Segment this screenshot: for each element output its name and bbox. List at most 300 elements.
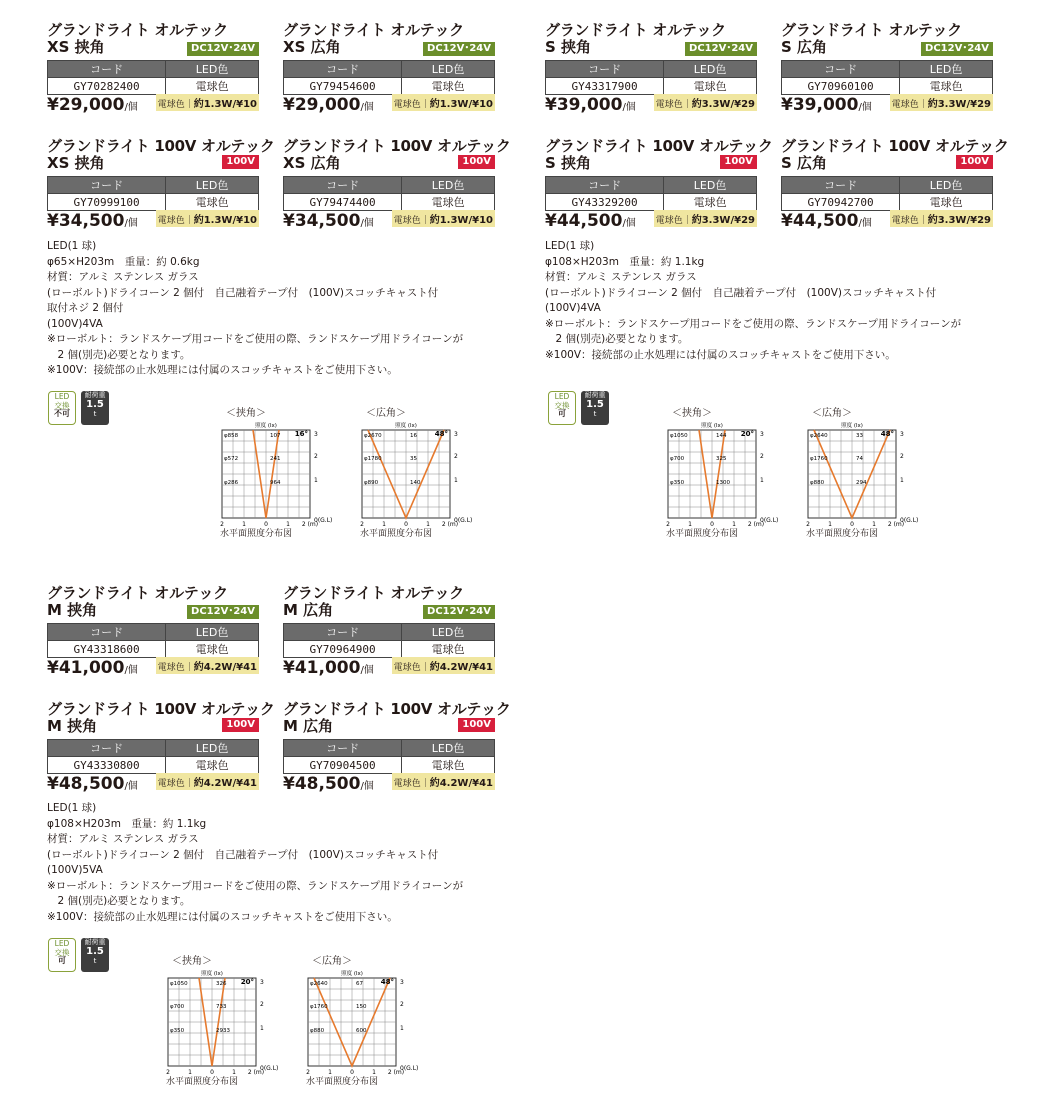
power-value: 約1.3W/¥10	[193, 215, 257, 226]
diagram-svg	[800, 418, 925, 533]
product-title: グランドライト 100V オルテック	[545, 137, 773, 155]
product-subtitle: S 広角	[781, 154, 828, 172]
product-title: グランドライト オルテック	[545, 21, 726, 39]
code-table	[47, 60, 259, 95]
x-tick: 2 (m)	[747, 521, 765, 528]
product-card-m-narrow-100	[47, 700, 275, 801]
product-card-s-narrow-dc	[545, 22, 757, 122]
x-tick: 1	[382, 521, 386, 528]
diagram-caption: 水平面照度分布図	[360, 529, 433, 539]
price-unit: /個	[858, 102, 872, 113]
lux-value: 74	[856, 456, 863, 462]
spec-line: 材質：アルミ ステンレス ガラス	[545, 271, 697, 283]
beam-diameter: φ572	[224, 456, 239, 462]
lux-value: 733	[216, 1004, 227, 1010]
power-value: 約3.3W/¥29	[691, 99, 755, 110]
code-header: コード	[48, 177, 166, 194]
diagram-caption: 水平面照度分布図	[166, 1077, 239, 1087]
led-color-header: LED色	[664, 177, 757, 194]
power-label	[156, 94, 259, 111]
product-subtitle: XS 挟角	[47, 38, 105, 56]
lux-title: 照度 (lx)	[395, 423, 417, 429]
x-tick: 1	[688, 521, 692, 528]
y-tick: 0(G.L)	[454, 517, 473, 524]
product-title: グランドライト オルテック	[781, 21, 962, 39]
x-tick: 1	[828, 521, 832, 528]
led-icon-text: 可	[558, 409, 566, 418]
led-color: 電球色	[166, 78, 259, 95]
spec-line: 2 個(別売)必要となります。	[47, 348, 191, 361]
code-table	[283, 60, 495, 95]
y-tick: 2	[454, 453, 458, 460]
product-code: GY70999100	[48, 194, 166, 211]
lux-title: 照度 (lx)	[701, 423, 723, 429]
led-replaceable-icon	[48, 391, 76, 425]
y-tick: 2	[400, 1001, 404, 1008]
power-label	[654, 94, 757, 111]
load-value: 1.5	[86, 946, 104, 957]
product-title: グランドライト 100V オルテック	[47, 700, 275, 718]
spec-line: (ローボルト)ドライコーン 2 個付 自己融着テープ付 (100V)スコッチキャスト付	[545, 286, 937, 299]
voltage-badge: DC12V･24V	[423, 605, 495, 619]
code-table	[283, 739, 495, 774]
lux-value: 294	[856, 480, 867, 486]
led-color-header: LED色	[664, 61, 757, 78]
price-value: ¥39,000	[545, 95, 623, 115]
lux-value: 600	[356, 1028, 367, 1034]
spec-line: φ108×H203m 重量：約 1.1kg	[47, 817, 207, 830]
lux-value: 140	[410, 480, 421, 486]
product-code: GY70942700	[782, 194, 900, 211]
beam-diameter: φ700	[670, 456, 685, 462]
y-tick: 3	[900, 431, 904, 438]
x-tick: 0	[850, 521, 854, 528]
spec-line: ※100V：接続部の止水処理には付属のスコッチキャストをご使用下さい。	[47, 910, 398, 923]
voltage-badge: 100V	[222, 155, 259, 169]
load-value: 1.5	[86, 399, 104, 410]
power-value: 約3.3W/¥29	[927, 99, 991, 110]
voltage-badge: DC12V･24V	[921, 42, 993, 56]
price	[283, 658, 374, 678]
lux-title: 照度 (lx)	[341, 971, 363, 977]
price	[545, 211, 636, 231]
power-value: 約1.3W/¥10	[193, 99, 257, 110]
load-unit: t	[93, 410, 97, 418]
spec-line: φ108×H203m 重量：約 1.1kg	[545, 255, 705, 268]
load-unit: t	[93, 957, 97, 965]
code-table	[47, 739, 259, 774]
power-label	[890, 94, 993, 111]
product-card-m-wide-100	[283, 700, 511, 801]
x-tick: 2	[220, 521, 224, 528]
diagram-caption: 水平面照度分布図	[806, 529, 879, 539]
product-card-s-narrow-100	[545, 137, 773, 238]
diagram-label: ＜挟角＞	[672, 408, 712, 419]
beam-diameter: φ350	[670, 480, 685, 486]
product-subtitle: S 挟角	[545, 154, 592, 172]
led-icon-text: 交換	[554, 400, 570, 410]
beam-diameter: φ1050	[670, 433, 688, 439]
led-icon-text: 交換	[54, 400, 70, 410]
price	[283, 95, 374, 115]
price-value: ¥44,500	[781, 211, 859, 231]
code-header: コード	[48, 61, 166, 78]
beam-diameter: φ2670	[364, 433, 382, 439]
beam-angle: 48°	[880, 430, 894, 438]
product-code: GY43317900	[546, 78, 664, 95]
x-tick: 1	[242, 521, 246, 528]
product-card-s-wide-dc	[781, 22, 993, 122]
diagram-svg	[214, 418, 339, 533]
beam-diameter: φ858	[224, 433, 239, 439]
spec-line: LED(1 球)	[47, 802, 97, 814]
x-tick: 2 (m)	[301, 521, 319, 528]
beam-diameter: φ880	[810, 480, 825, 486]
spec-line: 2 個(別売)必要となります。	[545, 333, 689, 345]
beam-diameter: φ2640	[310, 981, 328, 987]
x-tick: 2	[360, 521, 364, 528]
product-code: GY70904500	[284, 757, 402, 774]
power-label	[654, 210, 757, 227]
led-color-header: LED色	[900, 177, 993, 194]
product-code: GY43329200	[546, 194, 664, 211]
spec-line: φ65×H203m 重量：約 0.6kg	[47, 255, 200, 268]
diagram-xs-wide	[360, 404, 487, 539]
voltage-badge: 100V	[458, 155, 495, 169]
price-value: ¥34,500	[47, 211, 125, 231]
y-tick: 2	[314, 453, 318, 460]
price-value: ¥39,000	[781, 95, 859, 115]
led-color-header: LED色	[166, 624, 259, 641]
price-unit: /個	[360, 665, 374, 676]
product-card-xs-wide-100	[283, 137, 511, 238]
led-color: 電球色	[402, 194, 495, 211]
y-tick: 0(G.L)	[314, 517, 333, 524]
power-color: 電球色｜	[393, 779, 430, 789]
x-tick: 0	[350, 1069, 354, 1076]
power-color: 電球色｜	[891, 216, 928, 226]
product-title: グランドライト オルテック	[283, 584, 464, 602]
x-tick: 1	[232, 1069, 236, 1076]
beam-diameter: φ286	[224, 480, 239, 486]
code-header: コード	[284, 177, 402, 194]
x-tick: 1	[732, 521, 736, 528]
power-color: 電球色｜	[655, 100, 692, 110]
code-table	[283, 623, 495, 658]
voltage-badge: 100V	[222, 718, 259, 732]
price	[781, 95, 872, 115]
price	[47, 95, 138, 115]
lux-title: 照度 (lx)	[841, 423, 863, 429]
load-capacity-icon	[581, 391, 609, 425]
x-tick: 2 (m)	[441, 521, 459, 528]
lux-value: 325	[716, 456, 727, 462]
beam-diameter: φ1760	[310, 1004, 328, 1010]
spec-line: LED(1 球)	[545, 240, 595, 252]
price-value: ¥29,000	[283, 95, 361, 115]
price	[47, 211, 138, 231]
price	[283, 774, 374, 794]
y-tick: 0(G.L)	[900, 517, 919, 524]
beam-angle: 48°	[434, 430, 448, 438]
led-color-header: LED色	[402, 61, 495, 78]
power-color: 電球色｜	[891, 100, 928, 110]
spec-line: (100V)4VA	[47, 317, 103, 330]
power-value: 約1.3W/¥10	[429, 215, 493, 226]
x-tick: 1	[372, 1069, 376, 1076]
spec-line: (100V)4VA	[545, 302, 601, 314]
code-header: コード	[48, 740, 166, 757]
diagram-label: ＜広角＞	[366, 408, 406, 419]
code-table	[781, 176, 993, 211]
power-value: 約4.2W/¥41	[429, 778, 493, 789]
beam-diameter: φ890	[364, 480, 379, 486]
led-color-header: LED色	[166, 61, 259, 78]
price-unit: /個	[124, 102, 138, 113]
spec-line: 材質：アルミ ステンレス ガラス	[47, 833, 199, 845]
diagram-caption: 水平面照度分布図	[306, 1077, 379, 1087]
lux-value: 144	[716, 433, 727, 439]
beam-diameter: φ350	[170, 1028, 185, 1034]
diagram-caption: 水平面照度分布図	[220, 529, 293, 539]
beam-angle: 20°	[740, 430, 754, 438]
x-tick: 2	[666, 521, 670, 528]
product-subtitle: S 挟角	[545, 38, 592, 56]
load-label: 耐荷重	[584, 391, 606, 399]
beam-angle: 48°	[380, 978, 394, 986]
product-subtitle: XS 広角	[283, 38, 341, 56]
led-color-header: LED色	[402, 177, 495, 194]
product-title: グランドライト オルテック	[47, 21, 228, 39]
code-table	[47, 623, 259, 658]
diagram-s-wide	[806, 404, 933, 539]
y-tick: 0(G.L)	[760, 517, 779, 524]
led-color-header: LED色	[166, 740, 259, 757]
diagram-m-wide	[306, 952, 433, 1087]
lux-value: 150	[356, 1004, 367, 1010]
product-code: GY79474400	[284, 194, 402, 211]
power-label	[156, 657, 259, 674]
power-label	[890, 210, 993, 227]
product-card-xs-wide-dc	[283, 22, 495, 122]
code-header: コード	[782, 61, 900, 78]
price	[283, 211, 374, 231]
power-value: 約4.2W/¥41	[193, 662, 257, 673]
code-header: コード	[546, 61, 664, 78]
x-tick: 2 (m)	[887, 521, 905, 528]
diagram-xs-narrow	[220, 404, 347, 539]
power-label	[392, 94, 495, 111]
price-unit: /個	[360, 102, 374, 113]
spec-line: 2 個(別売)必要となります。	[47, 895, 191, 907]
voltage-badge: 100V	[956, 155, 993, 169]
power-value: 約3.3W/¥29	[927, 215, 991, 226]
beam-diameter: φ2640	[810, 433, 828, 439]
product-code: GY79454600	[284, 78, 402, 95]
diagram-label: ＜広角＞	[312, 956, 352, 967]
product-title: グランドライト 100V オルテック	[47, 137, 275, 155]
y-tick: 3	[760, 431, 764, 438]
led-color-header: LED色	[402, 740, 495, 757]
x-tick: 2	[806, 521, 810, 528]
x-tick: 2 (m)	[247, 1069, 265, 1076]
diagram-svg	[660, 418, 785, 533]
voltage-badge: DC12V･24V	[685, 42, 757, 56]
code-header: コード	[284, 740, 402, 757]
product-title: グランドライト オルテック	[47, 584, 228, 602]
price-unit: /個	[360, 781, 374, 792]
code-header: コード	[782, 177, 900, 194]
product-code: GY70960100	[782, 78, 900, 95]
power-label	[156, 210, 259, 227]
price-unit: /個	[360, 218, 374, 229]
code-table	[47, 176, 259, 211]
price-unit: /個	[124, 781, 138, 792]
product-card-m-narrow-dc	[47, 585, 259, 685]
power-value: 約1.3W/¥10	[429, 99, 493, 110]
product-title: グランドライト 100V オルテック	[283, 700, 511, 718]
x-tick: 1	[328, 1069, 332, 1076]
y-tick: 1	[314, 477, 318, 484]
y-tick: 1	[454, 477, 458, 484]
voltage-badge: 100V	[458, 718, 495, 732]
product-card-s-wide-100	[781, 137, 1009, 238]
led-replaceable-icon	[548, 391, 576, 425]
lux-title: 照度 (lx)	[255, 423, 277, 429]
load-value: 1.5	[586, 399, 604, 410]
product-subtitle: M 挟角	[47, 601, 98, 619]
product-subtitle: M 広角	[283, 601, 334, 619]
lux-title: 照度 (lx)	[201, 971, 223, 977]
led-icon-text: LED	[54, 939, 70, 948]
spec-line: 材質：アルミ ステンレス ガラス	[47, 271, 199, 283]
product-title: グランドライト 100V オルテック	[283, 137, 511, 155]
power-label	[392, 773, 495, 790]
price	[47, 658, 138, 678]
lux-value: 326	[216, 981, 227, 987]
spec-xs	[47, 239, 463, 379]
led-icon-text: 不可	[54, 409, 70, 418]
spec-line: (100V)5VA	[47, 864, 103, 876]
diagram-s-narrow	[666, 404, 793, 539]
product-code: GY43330800	[48, 757, 166, 774]
beam-diameter: φ700	[170, 1004, 185, 1010]
x-tick: 1	[872, 521, 876, 528]
load-unit: t	[593, 410, 597, 418]
price	[545, 95, 636, 115]
power-color: 電球色｜	[655, 216, 692, 226]
lux-value: 2933	[216, 1028, 230, 1034]
code-table	[283, 176, 495, 211]
x-tick: 2	[306, 1069, 310, 1076]
power-color: 電球色｜	[393, 216, 430, 226]
product-code: GY43318600	[48, 641, 166, 658]
load-capacity-icon	[81, 938, 109, 972]
lux-value: 67	[356, 981, 363, 987]
lux-value: 964	[270, 480, 281, 486]
lux-value: 33	[856, 433, 863, 439]
power-color: 電球色｜	[393, 663, 430, 673]
product-subtitle: M 広角	[283, 717, 334, 735]
price-value: ¥48,500	[47, 774, 125, 794]
voltage-badge: 100V	[720, 155, 757, 169]
spec-m	[47, 801, 463, 925]
x-tick: 1	[286, 521, 290, 528]
led-color: 電球色	[900, 78, 993, 95]
code-table	[781, 60, 993, 95]
product-subtitle: XS 挟角	[47, 154, 105, 172]
product-card-xs-narrow-100	[47, 137, 275, 238]
price-unit: /個	[124, 218, 138, 229]
y-tick: 0(G.L)	[400, 1065, 419, 1072]
x-tick: 2 (m)	[387, 1069, 405, 1076]
power-value: 約4.2W/¥41	[193, 778, 257, 789]
spec-line: ※100V：接続部の止水処理には付属のスコッチキャストをご使用下さい。	[47, 364, 398, 376]
y-tick: 0(G.L)	[260, 1065, 279, 1072]
y-tick: 3	[400, 979, 404, 986]
led-color: 電球色	[664, 194, 757, 211]
diagram-caption: 水平面照度分布図	[666, 529, 739, 539]
led-color: 電球色	[166, 641, 259, 658]
y-tick: 1	[900, 477, 904, 484]
led-icon-text: 可	[58, 956, 66, 965]
y-tick: 1	[260, 1025, 264, 1032]
product-subtitle: M 挟角	[47, 717, 98, 735]
led-color: 電球色	[900, 194, 993, 211]
led-color: 電球色	[166, 194, 259, 211]
y-tick: 2	[900, 453, 904, 460]
diagram-label: ＜広角＞	[812, 408, 852, 419]
power-color: 電球色｜	[157, 663, 194, 673]
y-tick: 1	[760, 477, 764, 484]
diagram-svg	[300, 966, 425, 1081]
product-title: グランドライト オルテック	[283, 21, 464, 39]
lux-value: 1300	[716, 480, 730, 486]
voltage-badge: DC12V･24V	[187, 605, 259, 619]
led-replaceable-icon	[48, 938, 76, 972]
code-header: コード	[284, 61, 402, 78]
code-table	[545, 176, 757, 211]
power-color: 電球色｜	[157, 100, 194, 110]
code-table	[545, 60, 757, 95]
product-code: GY70282400	[48, 78, 166, 95]
x-tick: 0	[710, 521, 714, 528]
power-color: 電球色｜	[157, 779, 194, 789]
x-tick: 0	[210, 1069, 214, 1076]
diagram-svg	[160, 966, 285, 1081]
load-label: 耐荷重	[84, 938, 106, 946]
price-value: ¥41,000	[283, 658, 361, 678]
y-tick: 2	[260, 1001, 264, 1008]
y-tick: 1	[400, 1025, 404, 1032]
led-color: 電球色	[166, 757, 259, 774]
led-color: 電球色	[664, 78, 757, 95]
price-value: ¥34,500	[283, 211, 361, 231]
x-tick: 1	[426, 521, 430, 528]
power-color: 電球色｜	[157, 216, 194, 226]
led-color: 電球色	[402, 78, 495, 95]
code-header: コード	[284, 624, 402, 641]
spec-line: (ローボルト)ドライコーン 2 個付 自己融着テープ付 (100V)スコッチキャスト付	[47, 848, 439, 861]
led-color-header: LED色	[166, 177, 259, 194]
spec-line: ※ローボルト：ランドスケープ用コードをご使用の際、ランドスケープ用ドライコーンが	[47, 879, 464, 892]
spec-line: (ローボルト)ドライコーン 2 個付 自己融着テープ付 (100V)スコッチキャスト付	[47, 286, 439, 299]
power-label	[392, 657, 495, 674]
spec-line: 取付ネジ 2 個付	[47, 302, 124, 314]
price	[47, 774, 138, 794]
product-card-m-wide-dc	[283, 585, 495, 685]
led-icon-text: LED	[554, 392, 570, 401]
